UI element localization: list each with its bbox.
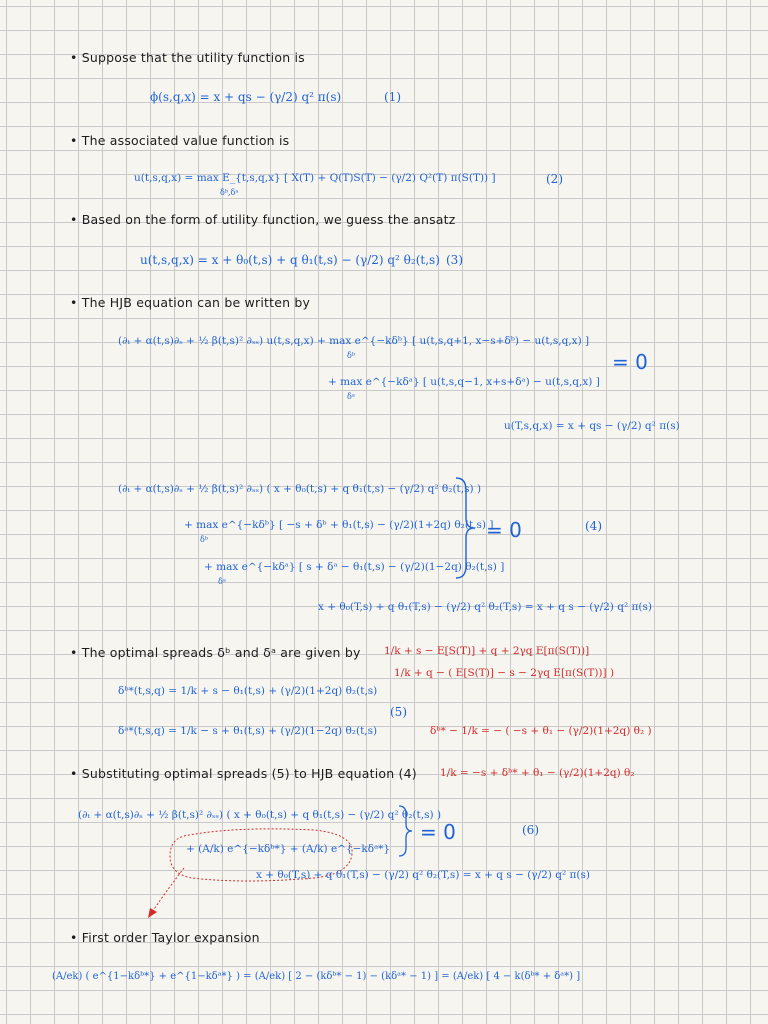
plugged-line-3-subscript: δᵃ — [218, 577, 226, 586]
hjb-terminal-condition: u(T,s,q,x) = x + qs − (γ/2) q² π(s) — [504, 420, 680, 432]
hjb-line-1: (∂ₜ + α(t,s)∂ₛ + ½ β(t,s)² ∂ₛₛ) u(t,s,q,x) + max e^{−kδᵇ} [ u(t,s,q+1, x−s+δᵇ) − u(t,s,q,x) ] — [118, 335, 590, 347]
hjb-line-2-subscript: δᵃ — [347, 392, 355, 401]
plugged-line-2: + max e^{−kδᵇ} [ −s + δᵇ + θ₁(t,s) − (γ/2)(1+2q) θ₂(t,s) ] — [184, 519, 494, 531]
plugged-equals-zero: = 0 — [486, 518, 522, 542]
bullet-optimal-spreads: • The optimal spreads δᵇ and δᵃ are given by — [70, 645, 361, 660]
red-note-3: δᵇ* − 1/k = − ( −s + θ₁ − (γ/2)(1+2q) θ₂ ) — [430, 725, 652, 737]
equation-value-function-max-subscript: δᵇ,δᵃ — [220, 188, 239, 197]
substituted-line-2: + (A/k) e^{−kδᵇ*} + (A/k) e^{−kδᵃ*} — [186, 843, 391, 855]
bullet-ansatz: • Based on the form of utility function, we guess the ansatz — [70, 212, 456, 227]
plugged-line-2-subscript: δᵇ — [200, 535, 209, 544]
plugged-terminal-condition: x + θ₀(T,s) + q θ₁(T,s) − (γ/2) q² θ₂(T,s) = x + q s − (γ/2) q² π(s) — [318, 601, 652, 613]
substituted-equals-zero: = 0 — [420, 820, 456, 844]
equation-tag-2: (2) — [546, 172, 563, 186]
substituted-terminal-condition: x + θ₀(T,s) + q θ₁(T,s) − (γ/2) q² θ₂(T,s) = x + q s − (γ/2) q² π(s) — [256, 869, 590, 881]
bullet-value-function: • The associated value function is — [70, 133, 290, 148]
optimal-bid-spread: δᵇ*(t,s,q) = 1/k + s − θ₁(t,s) + (γ/2)(1+2q) θ₂(t,s) — [118, 685, 378, 697]
plugged-line-1: (∂ₜ + α(t,s)∂ₛ + ½ β(t,s)² ∂ₛₛ) ( x + θ₀(t,s) + q θ₁(t,s) − (γ/2) q² θ₂(t,s) ) — [118, 483, 482, 495]
red-note-1: 1/k + s − E[S(T)] + q + 2γq E[π(S(T))] — [384, 645, 590, 657]
substituted-line-1: (∂ₜ + α(t,s)∂ₛ + ½ β(t,s)² ∂ₛₛ) ( x + θ₀(t,s) + q θ₁(t,s) − (γ/2) q² θ₂(t,s) ) — [78, 809, 442, 821]
substituted-right-brace — [396, 804, 414, 858]
bullet-utility-function: • Suppose that the utility function is — [70, 50, 305, 65]
equation-ansatz: u(t,s,q,x) = x + θ₀(t,s) + q θ₁(t,s) − (γ/2) q² θ₂(t,s) — [140, 253, 440, 267]
equation-tag-4: (4) — [585, 519, 602, 533]
hjb-line-1-subscript: δᵇ — [347, 351, 356, 360]
bullet-substitute: • Substituting optimal spreads (5) to HJB equation (4) — [70, 766, 417, 781]
plugged-line-3: + max e^{−kδᵃ} [ s + δᵃ − θ₁(t,s) − (γ/2)(1−2q) θ₂(t,s) ] — [204, 561, 505, 573]
equation-tag-3: (3) — [446, 253, 463, 267]
optimal-ask-spread: δᵃ*(t,s,q) = 1/k − s + θ₁(t,s) + (γ/2)(1−2q) θ₂(t,s) — [118, 725, 378, 737]
equation-tag-1: (1) — [384, 90, 401, 104]
equation-tag-6: (6) — [522, 823, 539, 837]
equation-utility: ϕ(s,q,x) = x + qs − (γ/2) q² π(s) — [150, 90, 342, 104]
equation-tag-5: (5) — [390, 705, 407, 719]
bullet-taylor: • First order Taylor expansion — [70, 930, 260, 945]
red-note-2: 1/k + q − ( E[S(T)] − s − 2γq E[π(S(T))] ) — [394, 667, 615, 679]
hjb-equals-zero: = 0 — [612, 350, 648, 374]
red-note-4: 1/k = −s + δᵇ* + θ₁ − (γ/2)(1+2q) θ₂ — [440, 767, 635, 779]
taylor-expansion: (A/ek) ( e^{1−kδᵇ*} + e^{1−kδᵃ*} ) = (A/ek) [ 2 − (kδᵇ* − 1) − (kδᵃ* − 1) ] = (A/ek) [ 4 − k(δᵇ* + δᵃ*) ] — [52, 971, 581, 982]
bullet-hjb: • The HJB equation can be written by — [70, 295, 311, 310]
hjb-line-2: + max e^{−kδᵃ} [ u(t,s,q−1, x+s+δᵃ) − u(t,s,q,x) ] — [328, 376, 600, 388]
dotted-arrow-to-taylor — [140, 866, 200, 922]
plugged-right-brace — [452, 476, 476, 580]
equation-value-function: u(t,s,q,x) = max E_{t,s,q,x} [ X(T) + Q(T)S(T) − (γ/2) Q²(T) π(S(T)) ] — [134, 172, 496, 184]
